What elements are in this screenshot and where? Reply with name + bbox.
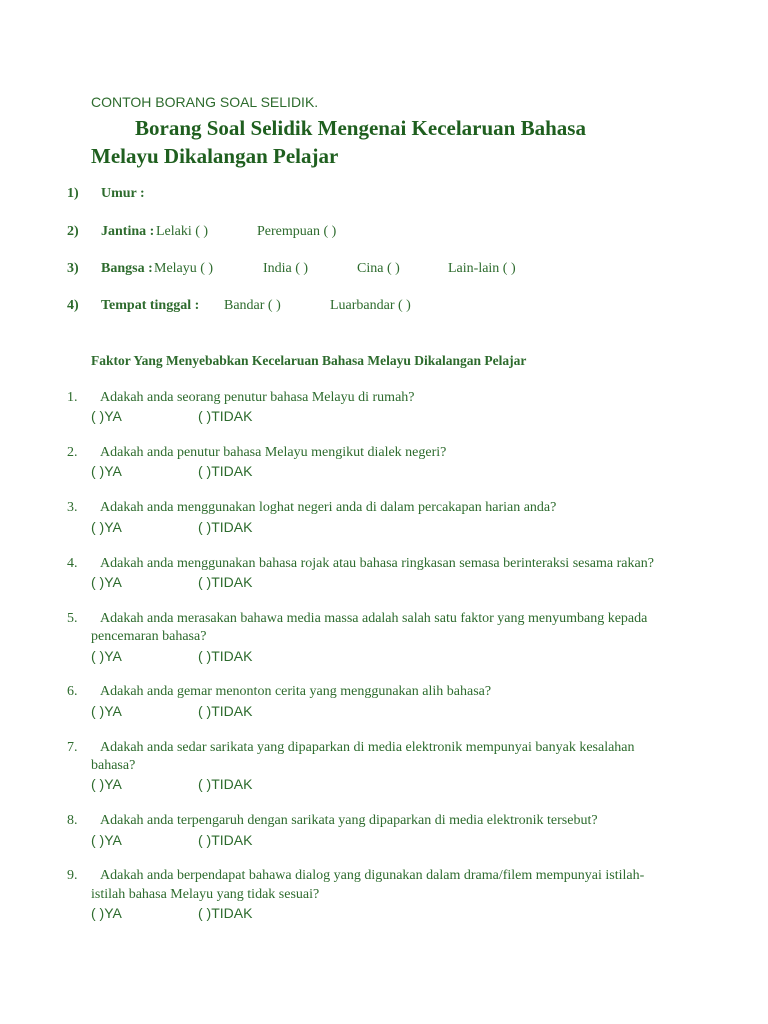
answer-no: ( )TIDAK	[198, 905, 253, 921]
gender-label: Jantina :	[101, 224, 155, 239]
form-title-line-2: Melayu Dikalangan Pelajar	[91, 144, 339, 168]
answer-yes: ( )YA	[91, 463, 122, 479]
question-text-continued: istilah bahasa Melayu yang tidak sesuai?	[91, 887, 320, 902]
form-title-line-1: Borang Soal Selidik Mengenai Kecelaruan Bahasa	[135, 116, 586, 140]
race-option-others: Lain-lain ( )	[448, 261, 516, 276]
question-number: 4.	[67, 556, 78, 571]
question-number: 9.	[67, 868, 78, 883]
question-text: Adakah anda menggunakan bahasa rojak atau bahasa ringkasan semasa berinteraksi sesama rakan?	[100, 556, 654, 571]
question-number: 1.	[67, 390, 78, 405]
answer-yes: ( )YA	[91, 905, 122, 921]
question-text: Adakah anda menggunakan loghat negeri anda di dalam percakapan harian anda?	[100, 500, 557, 515]
question-text: Adakah anda gemar menonton cerita yang menggunakan alih bahasa?	[100, 684, 492, 699]
question-text: Adakah anda terpengaruh dengan sarikata yang dipaparkan di media elektronik tersebut?	[100, 813, 598, 828]
personal-item-number: 4)	[67, 298, 79, 313]
answer-yes: ( )YA	[91, 574, 122, 590]
personal-item-number: 1)	[67, 186, 79, 201]
race-label: Bangsa :	[101, 261, 153, 276]
answer-no: ( )TIDAK	[198, 519, 253, 535]
question-number: 3.	[67, 500, 78, 515]
personal-item-number: 3)	[67, 261, 79, 276]
form-header: CONTOH BORANG SOAL SELIDIK.	[91, 94, 319, 110]
answer-no: ( )TIDAK	[198, 463, 253, 479]
question-number: 6.	[67, 684, 78, 699]
question-text: Adakah anda sedar sarikata yang dipaparkan di media elektronik mempunyai banyak kesalahan	[100, 740, 635, 755]
question-number: 7.	[67, 740, 78, 755]
personal-item-number: 2)	[67, 224, 79, 239]
gender-option-male: Lelaki ( )	[156, 224, 209, 239]
answer-no: ( )TIDAK	[198, 408, 253, 424]
answer-yes: ( )YA	[91, 832, 122, 848]
race-option-melayu: Melayu ( )	[154, 261, 214, 276]
answer-yes: ( )YA	[91, 648, 122, 664]
gender-option-female: Perempuan ( )	[257, 224, 337, 239]
answer-no: ( )TIDAK	[198, 648, 253, 664]
age-label: Umur :	[101, 186, 145, 201]
answer-no: ( )TIDAK	[198, 574, 253, 590]
race-option-cina: Cina ( )	[357, 261, 400, 276]
question-number: 2.	[67, 445, 78, 460]
answer-no: ( )TIDAK	[198, 776, 253, 792]
answer-no: ( )TIDAK	[198, 703, 253, 719]
question-text-continued: bahasa?	[91, 758, 136, 773]
residence-option-bandar: Bandar ( )	[224, 298, 281, 313]
question-text: Adakah anda penutur bahasa Melayu mengikut dialek negeri?	[100, 445, 447, 460]
section-title: Faktor Yang Menyebabkan Kecelaruan Bahasa Melayu Dikalangan Pelajar	[91, 353, 527, 368]
residence-option-luarbandar: Luarbandar ( )	[330, 298, 411, 313]
question-text: Adakah anda merasakan bahawa media massa adalah salah satu faktor yang menyumbang kepada	[100, 611, 648, 626]
question-text: Adakah anda berpendapat bahawa dialog yang digunakan dalam drama/filem mempunyai istilah-	[100, 868, 645, 883]
answer-yes: ( )YA	[91, 408, 122, 424]
answer-yes: ( )YA	[91, 703, 122, 719]
question-number: 5.	[67, 611, 78, 626]
race-option-india: India ( )	[263, 261, 309, 276]
answer-no: ( )TIDAK	[198, 832, 253, 848]
answer-yes: ( )YA	[91, 519, 122, 535]
question-text: Adakah anda seorang penutur bahasa Melayu di rumah?	[100, 390, 415, 405]
residence-label: Tempat tinggal :	[101, 298, 200, 313]
question-number: 8.	[67, 813, 78, 828]
answer-yes: ( )YA	[91, 776, 122, 792]
question-text-continued: pencemaran bahasa?	[91, 629, 207, 644]
